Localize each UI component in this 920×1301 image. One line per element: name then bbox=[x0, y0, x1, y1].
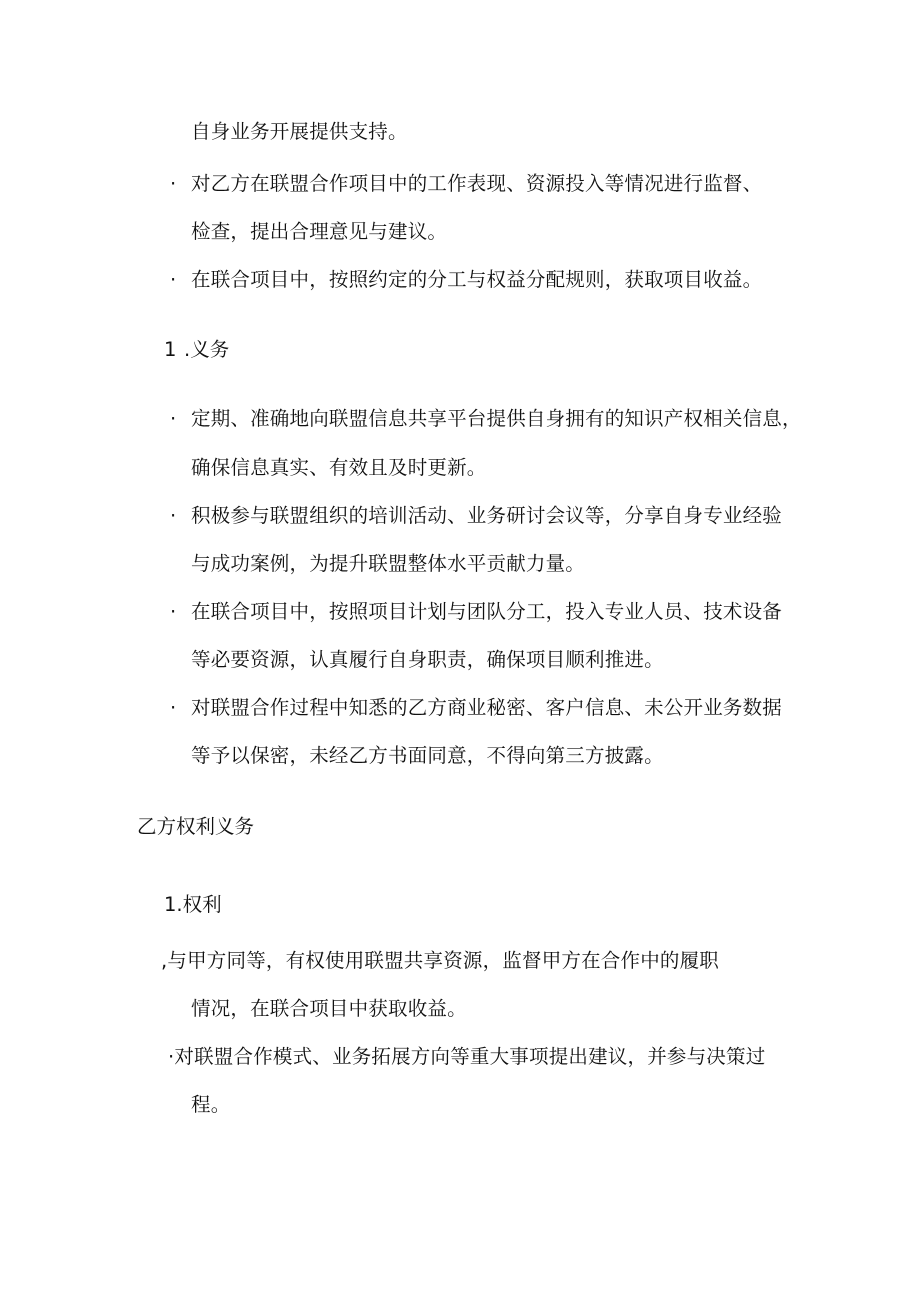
bullet-item-line: 对乙方在联盟合作项目中的工作表现、资源投入等情况进行监督、 bbox=[191, 172, 763, 195]
rights-item-line: ,与甲方同等，有权使用联盟共享资源，监督甲方在合作中的履职 bbox=[161, 949, 719, 972]
bullet-marker: · bbox=[170, 172, 177, 195]
bullet-item-line: 等予以保密，未经乙方书面同意，不得向第三方披露。 bbox=[191, 744, 664, 767]
bullet-item-line: 确保信息真实、有效且及时更新。 bbox=[191, 456, 487, 479]
paragraph-continuation: 自身业务开展提供支持。 bbox=[191, 120, 408, 143]
bullet-item-line: 在联合项目中，按照约定的分工与权益分配规则，获取项目收益。 bbox=[191, 268, 763, 291]
bullet-item-line: 积极参与联盟组织的培训活动、业务研讨会议等，分享自身专业经验 bbox=[191, 504, 783, 527]
bullet-marker: · bbox=[170, 407, 177, 430]
bullet-item-line: 在联合项目中，按照项目计划与团队分工，投入专业人员、技术设备 bbox=[191, 600, 783, 623]
rights-item-line: 程。 bbox=[191, 1093, 231, 1116]
subsection-heading: 1.权利 bbox=[164, 893, 222, 916]
bullet-item-line: 等必要资源，认真履行自身职责，确保项目顺利推进。 bbox=[191, 648, 664, 671]
section-heading-number: 1 bbox=[164, 338, 177, 361]
bullet-item-line: 对联盟合作过程中知悉的乙方商业秘密、客户信息、未公开业务数据 bbox=[191, 696, 783, 719]
bullet-item-line: 检查，提出合理意见与建议。 bbox=[191, 220, 448, 243]
section-title: 乙方权利义务 bbox=[137, 815, 255, 838]
rights-item-line: ·对联盟合作模式、业务拓展方向等重大事项提出建议，并参与决策过 bbox=[168, 1045, 766, 1068]
bullet-marker: · bbox=[170, 504, 177, 527]
bullet-marker: · bbox=[170, 696, 177, 719]
bullet-item-line: 定期、准确地向联盟信息共享平台提供自身拥有的知识产权相关信息， bbox=[191, 407, 802, 430]
section-heading-text: .义务 bbox=[184, 338, 230, 361]
bullet-marker: · bbox=[170, 268, 177, 291]
bullet-marker: · bbox=[170, 600, 177, 623]
rights-item-line: 情况，在联合项目中获取收益。 bbox=[191, 997, 467, 1020]
bullet-item-line: 与成功案例，为提升联盟整体水平贡献力量。 bbox=[191, 552, 586, 575]
